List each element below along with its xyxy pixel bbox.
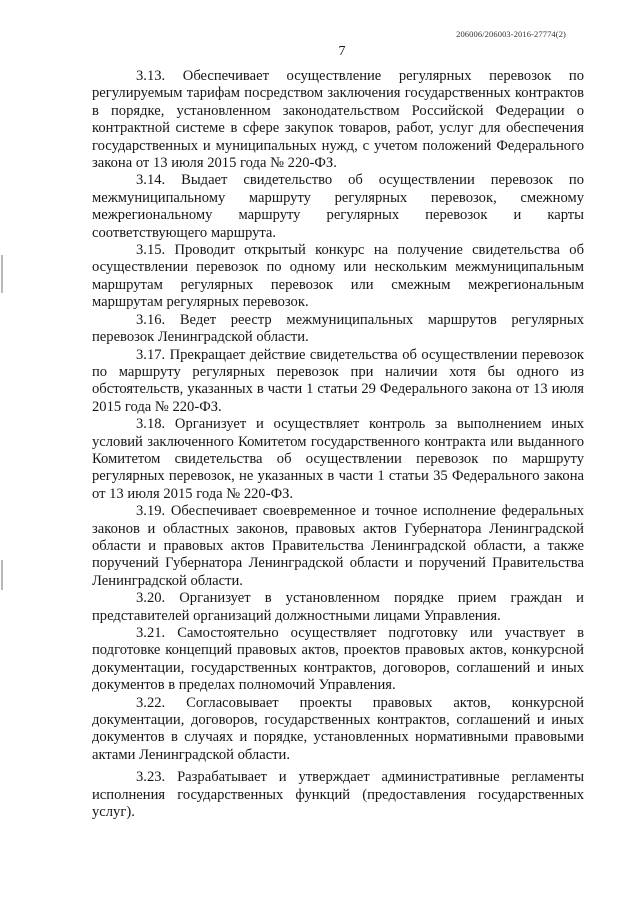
clause-3-16: 3.16. Ведет реестр межмуниципальных маршрутов регулярных перевозок Ленинградской области. (92, 311, 584, 346)
clause-3-20: 3.20. Организует в установленном порядке прием граждан и представителей организаций должностными лицами Управления. (92, 590, 584, 624)
scan-edge-mark (1, 255, 3, 293)
document-body (92, 68, 584, 821)
clause-3-23: 3.23. Разрабатывает и утверждает административные регламенты исполнения государственных функций (предоставления государственных услуг). (92, 769, 584, 821)
clause-3-21: 3.21. Самостоятельно осуществляет подготовку или участвует в подготовке концепций правовых актов, проектов правовых актов, конкурсной документации, государственных контрактов, договоров, соглашений и иных документов в пределах полномочий Управления. (92, 625, 584, 694)
scan-edge-mark (1, 560, 3, 590)
clause-3-19: 3.19. Обеспечивает своевременное и точное исполнение федеральных законов и областных законов, правовых актов Губернатора Ленинградской области и правовых актов Правительства Ленинградской области, а также поручений Губернатора Ленинградской области и поручений Правительства Ленинградской области. (92, 503, 584, 589)
clause-3-17: 3.17. Прекращает действие свидетельства об осуществлении перевозок по маршруту регулярных перевозок при наличии хотя бы одного из обстоятельств, указанных в части 1 статьи 29 Федерального закона от 13 июля 2015 года № 220-ФЗ. (92, 346, 584, 415)
document-registration-code: 206006/206003-2016-27774(2) (456, 29, 566, 39)
clause-3-18: 3.18. Организует и осуществляет контроль за выполнением иных условий заключенного Комитетом государственного контракта или выданного Комитетом свидетельства об осуществлении перевозок по маршруту регулярных перевозок, не указанных в части 1 статьи 35 Федерального закона от 13 июля 2015 года № 220-ФЗ. (92, 416, 584, 502)
clause-3-15: 3.15. Проводит открытый конкурс на получение свидетельства об осуществлении перевозок по одному или нескольким межмуниципальным маршрутам регулярных перевозок или смежным межрегиональным маршрутам регулярных перевозок. (92, 242, 584, 311)
clause-3-13: 3.13. Обеспечивает осуществление регулярных перевозок по регулируемым тарифам посредством заключения государственных контрактов в порядке, установленном законодательством Российской Федерации о контрактной системе в сфере закупок товаров, работ, услуг для обеспечения государственных и муниципальных нужд, с учетом положений Федерального закона от 13 июля 2015 года № 220-ФЗ. (92, 68, 584, 172)
clause-3-22: 3.22. Согласовывает проекты правовых актов, конкурсной документации, договоров, государственных контрактов, соглашений и иных документов в случаях и порядке, установленных нормативными правовыми актами Ленинградской области. (92, 694, 584, 763)
page-number: 7 (338, 44, 346, 59)
clause-3-14: 3.14. Выдает свидетельство об осуществлении перевозок по межмуниципальному маршруту регулярных перевозок, смежному межрегиональному маршруту регулярных перевозок и карты соответствующего маршрута. (92, 172, 584, 241)
